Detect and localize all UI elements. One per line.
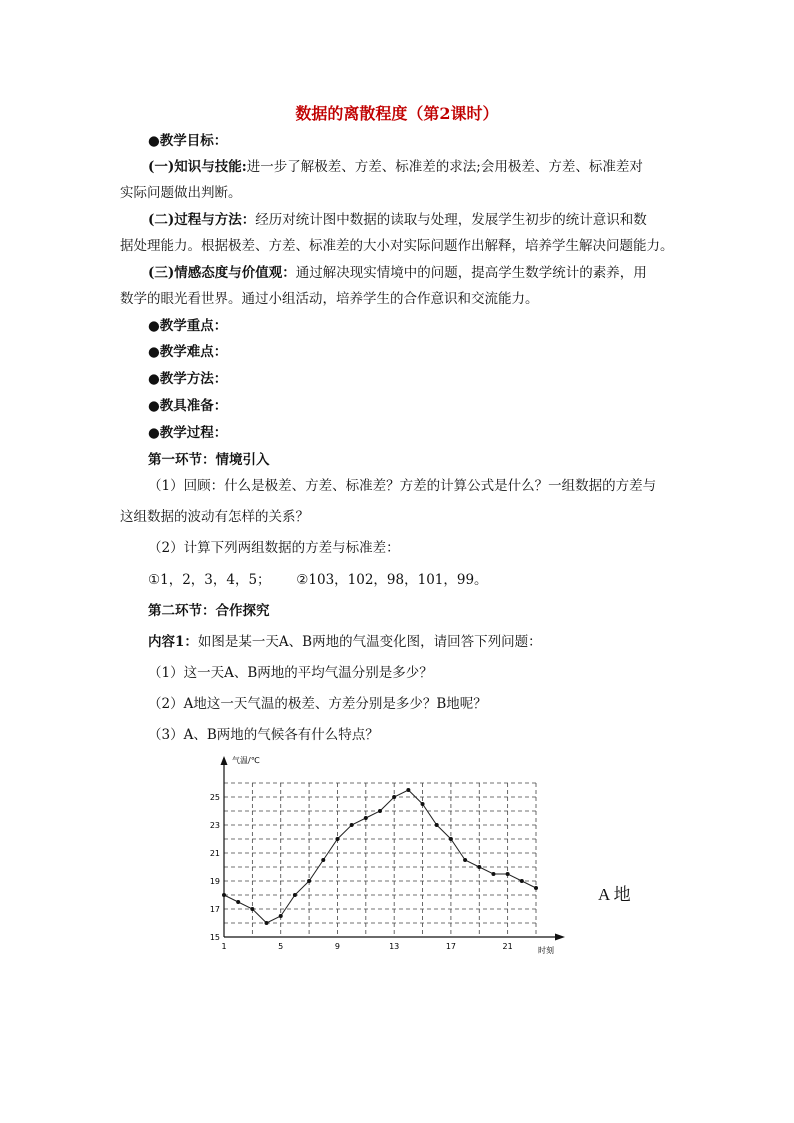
question-2: （2）A地这一天气温的极差、方差分别是多少？B地呢？ <box>148 696 487 712</box>
data-point <box>350 823 354 827</box>
data-point <box>392 795 396 799</box>
data-point <box>250 907 254 911</box>
question-1: （1）这一天A、B两地的平均气温分别是多少？ <box>148 665 433 681</box>
goal-2-label: (二)过程与方法： <box>148 212 256 228</box>
data-point <box>477 865 481 869</box>
data-point <box>491 872 495 876</box>
y-axis-label: 气温/℃ <box>232 756 260 765</box>
x-tick-label: 9 <box>334 942 341 951</box>
x-tick-label: 21 <box>502 942 513 951</box>
step-2-heading: 第二环节：合作探究 <box>148 603 270 619</box>
goal-1-line-2: 实际问题做出判断。 <box>120 185 242 201</box>
temperature-chart-svg <box>205 752 585 962</box>
x-tick-label: 5 <box>278 942 284 951</box>
data-point <box>378 809 382 813</box>
goal-2-line-2: 据处理能力。根据极差、方差、标准差的大小对实际问题作出解释，培养学生解决问题能力。 <box>120 238 674 254</box>
goal-1-line-1 <box>148 157 643 177</box>
step-1-heading: 第一环节：情境引入 <box>148 452 270 468</box>
data-point <box>534 886 538 890</box>
y-tick-label: 25 <box>209 793 220 802</box>
goal-2-text: 经历对统计图中数据的读取与处理，发展学生初步的统计意识和数 <box>255 212 647 228</box>
data-point <box>449 837 453 841</box>
content-1-text: 如图是某一天A、B两地的气温变化图，请回答下列问题： <box>197 634 542 650</box>
content-1-line <box>148 632 542 652</box>
data-point <box>463 858 467 862</box>
x-axis-label: 时刻 <box>538 946 554 955</box>
y-tick-label: 19 <box>209 877 220 886</box>
y-tick-label: 21 <box>209 849 220 858</box>
goal-3-label: (三)情感态度与价值观： <box>148 265 296 281</box>
temperature-chart <box>205 752 585 962</box>
page-title: 数据的离散程度（第2课时） <box>295 104 499 123</box>
step-1-question-1-line-1: （1）回顾：什么是极差、方差、标准差？方差的计算公式是什么？一组数据的方差与 <box>148 478 657 494</box>
data-point <box>506 872 510 876</box>
y-tick-label: 15 <box>209 933 220 942</box>
process-heading: ●教学过程： <box>148 425 228 441</box>
x-tick-label: 1 <box>221 942 227 951</box>
methods-heading: ●教学方法： <box>148 371 228 387</box>
content-1-label: 内容1： <box>148 634 198 650</box>
step-1-question-2: （2）计算下列两组数据的方差与标准差： <box>148 540 400 556</box>
goal-2-line-1 <box>148 210 647 230</box>
data-point <box>222 893 226 897</box>
step-1-data: ①1，2，3，4，5； ②103，102，98，101，99。 <box>148 572 488 588</box>
y-tick-label: 17 <box>209 905 220 914</box>
goals-heading: ●教学目标： <box>148 133 228 149</box>
chart-axes <box>221 756 566 941</box>
data-point <box>293 893 297 897</box>
step-1-question-1-line-2: 这组数据的波动有怎样的关系？ <box>120 509 309 525</box>
data-point <box>406 788 410 792</box>
data-point <box>265 921 269 925</box>
chart-points <box>222 788 538 925</box>
data-point <box>364 816 368 820</box>
question-3: （3）A、B两地的气候各有什么特点？ <box>148 727 379 743</box>
chart-grid <box>224 783 536 937</box>
goal-3-line-2: 数学的眼光看世界。通过小组活动，培养学生的合作意识和交流能力。 <box>120 291 539 307</box>
place-label: A 地 <box>598 885 631 904</box>
data-point <box>435 823 439 827</box>
tools-heading: ●教具准备： <box>148 398 228 414</box>
y-axis-arrow <box>221 756 228 765</box>
y-tick-label: 23 <box>209 821 220 830</box>
goal-1-label: (一)知识与技能: <box>148 159 247 175</box>
data-point <box>279 914 283 918</box>
chart-ticks <box>210 793 513 951</box>
goal-3-text: 通过解决现实情境中的问题，提高学生数学统计的素养，用 <box>295 265 647 281</box>
data-point <box>335 837 339 841</box>
key-points-heading: ●教学重点： <box>148 318 228 334</box>
difficulties-heading: ●教学难点： <box>148 344 228 360</box>
data-point <box>421 802 425 806</box>
data-point <box>307 879 311 883</box>
x-tick-label: 13 <box>389 942 400 951</box>
data-point <box>520 879 524 883</box>
goal-3-line-1 <box>148 263 647 283</box>
x-axis-arrow <box>555 934 565 941</box>
data-point <box>236 900 240 904</box>
goal-1-text: 进一步了解极差、方差、标准差的求法;会用极差、方差、标准差对 <box>246 159 643 175</box>
data-point <box>321 858 325 862</box>
x-tick-label: 17 <box>445 942 457 951</box>
